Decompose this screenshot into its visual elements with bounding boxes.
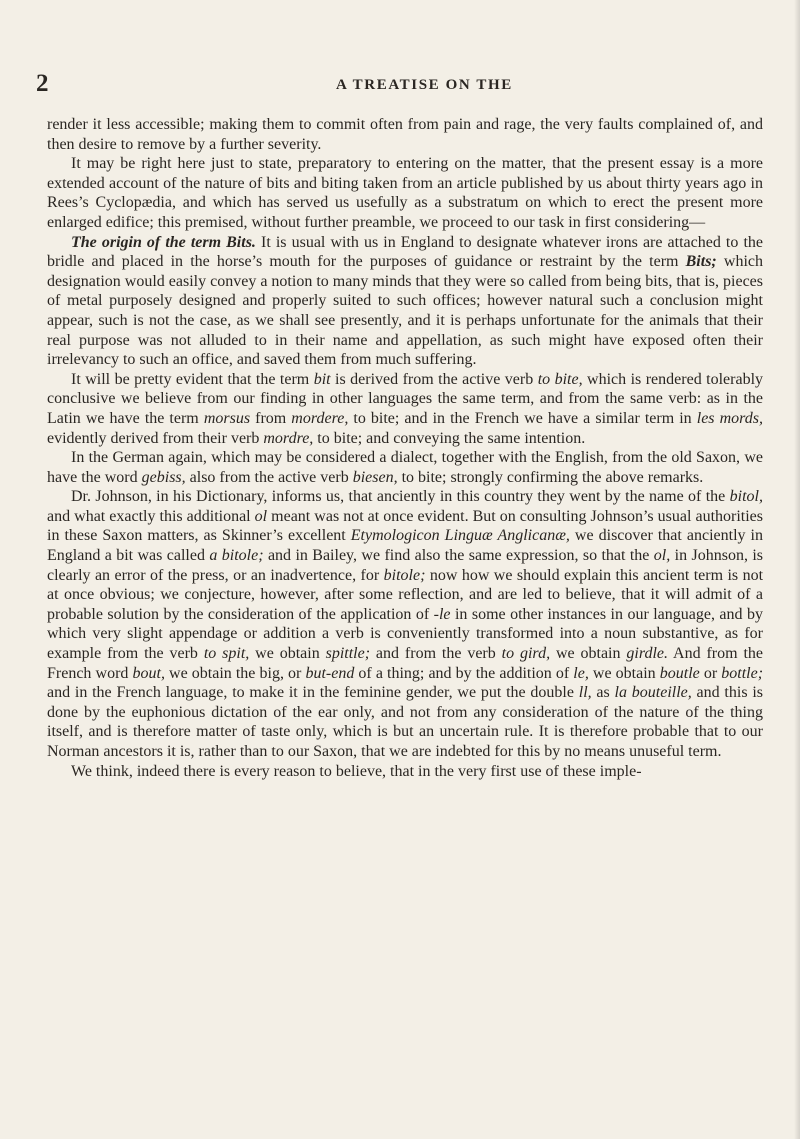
text-run: to bite; strongly confirming the above remarks.: [397, 468, 704, 486]
emphasis-text: girdle.: [626, 645, 669, 663]
text-run: and this is done by the euphonious dictation of the ear only, and not from any consideration of the nature of the thing itself, and is therefore matter of taste only, which is but an uncertain rule. It is therefore probable that to our Norman ancestors it is, rather than to our Saxon, that we are indebted for this by no means unuseful term.: [47, 684, 764, 760]
emphasis-text: -le: [433, 605, 451, 623]
page-number: 2: [36, 70, 49, 97]
paragraph: [47, 448, 763, 487]
text-run: in Johnson, is clearly an error of the press, or an inadvertence, for: [47, 547, 764, 584]
emphasis-text: ll,: [578, 684, 592, 702]
running-title: A TREATISE ON THE: [336, 77, 513, 93]
text-run: we obtain: [550, 645, 627, 663]
paragraph: [47, 233, 763, 370]
text-run: of a thing; and by the addition of: [354, 664, 574, 682]
emphasis-text: boutle: [659, 664, 700, 682]
text-run: we obtain: [588, 664, 660, 682]
emphasis-text: la bouteille,: [614, 684, 692, 702]
emphasis-text: bitol,: [729, 488, 763, 506]
emphasis-text: gebiss,: [141, 468, 186, 486]
emphasis-text: a bitole;: [209, 547, 264, 565]
text-run: It may be right here just to state, preparatory to entering on the matter, that the present essay is a more extended account of the nature of bits and biting taken from an article published by us about thirty years ago in Rees’s Cyclopædia, and which has served us usefully as a substratum on which to erect the present more enlarged edifice; this premised, without further preamble, we proceed to our task in first considering—: [47, 155, 763, 231]
emphasis-text: le,: [573, 664, 589, 682]
paragraph: [47, 115, 763, 154]
emphasis-text: but-end: [305, 664, 355, 682]
emphasis-text: to bite,: [537, 370, 583, 388]
text-run: and in Bailey, we find also the same expression, so that the: [263, 547, 654, 565]
emphasis-text: bottle;: [721, 664, 764, 682]
text-run: in some other instances in our language, and by which very slight appendage or addition a verb is conveniently transformed into a noun substantive, as for example from the verb: [47, 605, 763, 663]
text-run: to bite; and conveying the same intention.: [313, 429, 586, 447]
text-run: we obtain: [249, 645, 326, 663]
text-run: It will be pretty evident that the term: [71, 370, 314, 388]
text-run: from: [250, 409, 292, 427]
paragraph: [47, 487, 763, 761]
emphasis-text: spittle;: [325, 645, 371, 663]
page-edge-shadow: [794, 0, 800, 1139]
text-run: now how we should explain this ancient term is not at once obvious; we conjecture, however, after some reflection, and are led to believe, that it will admit of a probable solution by the consideration of the application of: [47, 566, 764, 623]
text-run: Dr. Johnson, in his Dictionary, informs us, that anciently in this country they went by the name of the: [71, 488, 730, 506]
emphasis-text: bitole;: [383, 566, 426, 584]
emphasis-text: mordre,: [263, 429, 314, 447]
emphasis-text: bout,: [132, 664, 165, 682]
text-run: as: [591, 684, 615, 702]
emphasis-text: to gird,: [501, 645, 551, 663]
emphasis-text: ol,: [653, 547, 671, 565]
text-run: And from the French word: [47, 645, 763, 682]
text-run: and what exactly this additional: [47, 507, 255, 525]
paragraph: [47, 370, 763, 448]
text-run: or: [699, 664, 722, 682]
emphasis-text: les mords,: [696, 409, 764, 427]
emphasis-text: biesen,: [352, 468, 398, 486]
text-run: It is usual with us in England to designate whatever irons are attached to the bridle and placed in the horse’s mouth for the purposes of guidance or restraint by the term: [47, 233, 763, 271]
emphasis-text: ol: [254, 507, 268, 525]
text-run: In the German again, which may be considered a dialect, together with the English, from the old Saxon, we have the word: [47, 449, 763, 486]
running-head: [36, 70, 796, 98]
emphasis-text: Bits;: [685, 253, 717, 271]
emphasis-text: mordere,: [291, 409, 349, 427]
text-run: We think, indeed there is every reason to believe, that in the very first use of these imple-: [71, 762, 642, 780]
text-run: and in the French language, to make it in the feminine gender, we put the double: [47, 684, 579, 702]
text-run: which designation would easily convey a notion to many minds that they were so called from being bits, that is, pieces of metal purposely designed and properly suited to such offices; however natural such a conclusion might appear, such is not the case, as we shall see presently, and it is perhaps unfortunate for the animals that their real purpose was not alluded to in their name and appellation, as such might have exposed often their irrelevancy to such an office, and saved them from much suffering.: [47, 253, 763, 369]
emphasis-text: The origin of the term Bits.: [71, 233, 256, 251]
paragraph: [47, 762, 763, 782]
text-run: we discover that anciently in England a bit was called: [47, 527, 764, 565]
text-run: render it less accessible; making them to commit often from pain and rage, the very faults complained of, and then desire to remove by a further severity.: [47, 116, 763, 153]
body-text: [47, 115, 763, 781]
text-run: is derived from the active verb: [330, 370, 538, 388]
emphasis-text: bit: [313, 370, 331, 388]
text-run: meant was not at once evident. But on consulting Johnson’s usual authorities in these Saxon matters, as Skinner’s excellent: [47, 507, 764, 545]
emphasis-text: Etymologicon Linguæ Anglicanæ,: [350, 527, 570, 545]
text-run: to bite; and in the French we have a similar term in: [348, 409, 697, 427]
emphasis-text: to spit,: [203, 645, 250, 663]
text-run: which is rendered tolerably conclusive we believe from our finding in other languages the same term, and from the same verb: as in the Latin we have the term: [47, 370, 764, 427]
text-run: and from the verb: [370, 645, 502, 663]
text-run: evidently derived from their verb: [47, 429, 264, 447]
text-run: also from the active verb: [185, 468, 353, 486]
emphasis-text: morsus: [203, 409, 251, 427]
paragraph: [47, 154, 763, 232]
text-run: we obtain the big, or: [164, 664, 306, 682]
